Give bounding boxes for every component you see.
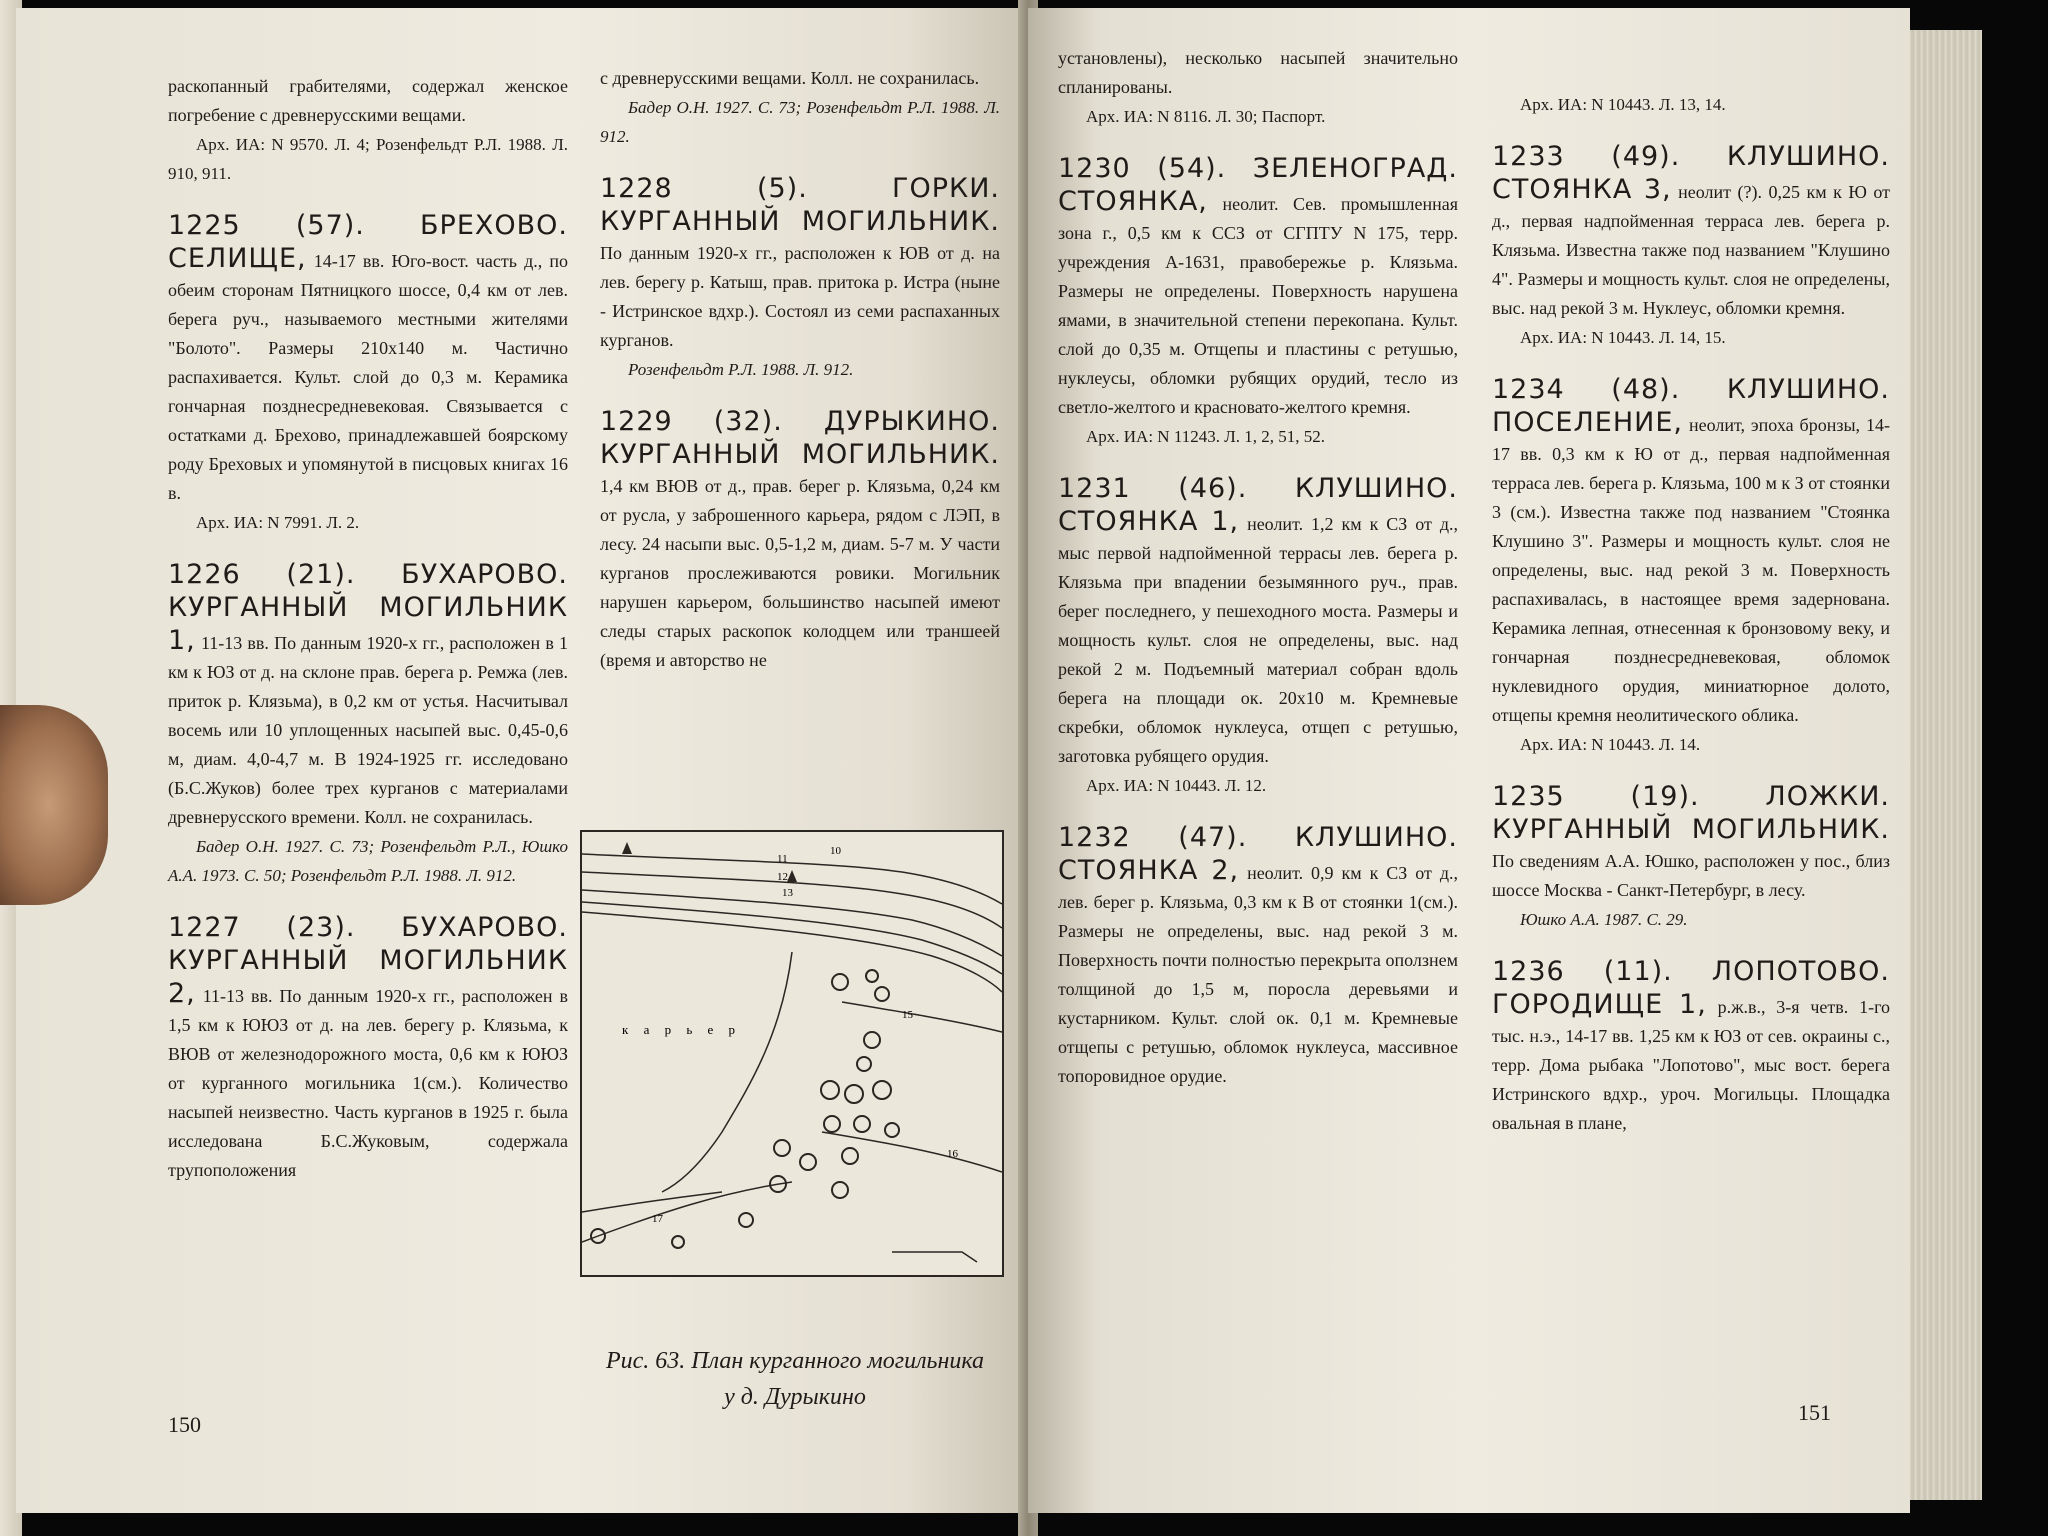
kurgan-mound [842, 1148, 858, 1164]
entry-reference: Юшко А.А. 1987. С. 29. [1520, 910, 1688, 929]
kurgan-mound [864, 1032, 880, 1048]
kurgan-mound [845, 1085, 863, 1103]
entry-reference: Арх. ИА: N 10443. Л. 14, 15. [1520, 328, 1726, 347]
kurgan-mound [854, 1116, 870, 1132]
entry-heading: 1234 (48). КЛУШИНО. ПОСЕЛЕНИЕ, [1492, 374, 1890, 438]
kurgan-mound [832, 1182, 848, 1198]
contour-label: 15 [902, 1009, 913, 1021]
entry-1225 [168, 210, 568, 537]
kurgan-mound [885, 1123, 899, 1137]
contour-label: 17 [652, 1213, 663, 1225]
right-intro: установлены), несколько насыпей значительно спланированы. [1058, 48, 1458, 97]
entry-body: неолит, эпоха бронзы, 14-17 вв. 0,3 км к Ю от д., первая надпойменная терраса лев. берега р. Клязьма, 100 м к З от стоянки 3 (см.). Известна также под названием "Стоянка Клушино 3". Размеры и мощность культ. слоя не определены, выс. над рекой 3 м. Поверхность распахивалась, в настоящее время задернована. Керамика лепная, отнесенная к бронзовому веку, и гончарная позднесредневековая, обломок нуклевидного орудия, миниатюрное долото, отщепы кремня неолитического облика. [1492, 415, 1890, 725]
entry-1232 [1058, 822, 1458, 1091]
kurgan-mound [739, 1213, 753, 1227]
entry-1231 [1058, 473, 1458, 800]
entry-heading: 1226 (21). БУХАРОВО. КУРГАННЫЙ МОГИЛЬНИК 1, [168, 559, 568, 656]
figure-caption [585, 1343, 1005, 1415]
entry-body: 14-17 вв. Юго-вост. часть д., по обеим сторонам Пятницкого шоссе, 0,4 км от лев. берега руч., называемого местными жителями "Болото". Размеры 210х140 м. Частично распахивается. Культ. слой до 0,3 м. Керамика гончарная позднесредневековая. Связывается с остатками д. Брехово, принадлежавшей боярскому роду Бреховых и упомянутой в писцовых книгах 16 в. [168, 251, 568, 503]
left-column-2 [600, 64, 1000, 675]
entry-reference: Бадер О.Н. 1927. С. 73; Розенфельдт Р.Л. 1988. Л. 912. [600, 98, 1000, 146]
entry-1229 [600, 406, 1000, 675]
contour-label: 16 [947, 1148, 958, 1160]
site-plan-drawing [582, 832, 1002, 1275]
entry-reference: Арх. ИА: N 7991. Л. 2. [196, 513, 360, 532]
entry-heading: 1230 (54). ЗЕЛЕНОГРАД. СТОЯНКА, [1058, 153, 1458, 217]
caption-line-1: Рис. 63. План курганного могильника [605, 1348, 984, 1374]
kurgan-mound [873, 1081, 891, 1099]
entry-body: По данным 1920-х гг., расположен к ЮВ от д. на лев. берегу р. Катыш, прав. притока р. Истра (ныне - Истринское вдхр.). Состоял из семи распаханных курганов. [600, 243, 1000, 350]
entry-1235 [1492, 781, 1890, 934]
entry-1230 [1058, 153, 1458, 451]
entry-heading: 1235 (19). ЛОЖКИ. КУРГАННЫЙ МОГИЛЬНИК. [1492, 781, 1890, 845]
entry-heading: 1227 (23). БУХАРОВО. КУРГАННЫЙ МОГИЛЬНИК 2, [168, 912, 568, 1009]
entry-1228 [600, 173, 1000, 384]
kurgan-mound [857, 1057, 871, 1071]
archive-ref: Арх. ИА: N 10443. Л. 13, 14. [1520, 95, 1726, 114]
entry-reference: Бадер О.Н. 1927. С. 73; Розенфельдт Р.Л., Юшко А.А. 1973. С. 50; Розенфельдт Р.Л. 1988. Л. 912. [168, 837, 568, 885]
entry-body: неолит (?). 0,25 км к Ю от д., первая надпойменная терраса лев. берега р. Клязьма. Известна также под названием "Клушино 4". Размеры и мощность культ. слоя не определены, выс. над рекой 3 м. Нуклеус, обломки кремня. [1492, 182, 1890, 318]
entry-reference: Розенфельдт Р.Л. 1988. Л. 912. [628, 360, 854, 379]
kurgan-mound [832, 974, 848, 990]
right-column-2 [1492, 90, 1890, 1138]
caption-line-2: у д. Дурыкино [724, 1384, 866, 1410]
scale-bar [892, 1252, 977, 1262]
entry-body: 11-13 вв. По данным 1920-х гг., расположен в 1,5 км к ЮЮЗ от д. на лев. берегу р. Клязьма, к ВЮВ от железнодорожного моста, 0,6 км к ЮЮЗ от курганного могильника 1(см.). Количество насыпей неизвестно. Часть курганов в 1925 г. была исследована Б.С.Жуковым, содержала трупоположения [168, 986, 569, 1180]
contour-label: 13 [782, 887, 793, 899]
tree-symbol [787, 870, 797, 882]
kurgan-mound [800, 1154, 816, 1170]
contour-label: 12 [777, 871, 788, 883]
quarry-label: к а р ь е р [622, 1022, 742, 1037]
thumb [0, 705, 108, 905]
entry-heading: 1229 (32). ДУРЫКИНО. КУРГАННЫЙ МОГИЛЬНИК. [600, 406, 1000, 470]
entry-1234 [1492, 374, 1890, 759]
page-number-right: 151 [1798, 1400, 1831, 1425]
kurgan-mound [875, 987, 889, 1001]
entry-1233 [1492, 141, 1890, 352]
contour-line [582, 902, 1002, 974]
kurgan-mound [824, 1116, 840, 1132]
left-intro: раскопанный грабителями, содержал женское погребение с древнерусскими вещами. [168, 76, 568, 125]
book-fore-edge [1910, 30, 1982, 1500]
kurgan-mound [866, 970, 878, 982]
entry-1226 [168, 559, 568, 890]
entry-heading: 1232 (47). КЛУШИНО. СТОЯНКА 2, [1058, 822, 1458, 886]
entry-body: 11-13 вв. По данным 1920-х гг., расположен в 1 км к ЮЗ от д. на склоне прав. берега р. Ремжа (лев. приток р. Клязьма), в 0,2 км от устья. Насчитывал восемь или 10 уплощенных насыпей выс. 0,45-0,6 м, диам. 4,0-4,7 м. В 1924-1925 гг. исследовано (Б.С.Жуков) более трех курганов с материалами древнерусского времени. Колл. не сохранилась. [168, 633, 568, 827]
entry-body: неолит. 0,9 км к СЗ от д., лев. берег р. Клязьма, 0,3 км к В от стоянки 1(см.). Размеры не определены, выс. над рекой 3 м. Поверхность почти полностью перекрыта оползнем толщиной до 1,5 м, поросла деревьями и кустарником. Культ. слой ок. 0,1 м. Кремневые отщепы с ретушью, обломок нуклеуса, массивное топоровидное орудие. [1058, 863, 1458, 1086]
left-column-1 [168, 72, 568, 1185]
entry-body: неолит. Сев. промышленная зона г., 0,5 км к ССЗ от СГПТУ N 175, терр. учреждения А-1631, правобережье р. Клязьма. Размеры не определены. Поверхность нарушена ямами, в значительной степени перекопана. Культ. слой до 0,35 м. Отщепы и пластины с ретушью, нуклеусы, обломки рубящих орудий, тесло из светло-желтого и красновато-желтого кремня. [1058, 194, 1458, 417]
contour-line [842, 1002, 1002, 1032]
archive-ref: Арх. ИА: N 8116. Л. 30; Паспорт. [1086, 107, 1326, 126]
entry-heading: 1236 (11). ЛОПОТОВО. ГОРОДИЩЕ 1, [1492, 956, 1890, 1020]
right-column-1 [1058, 44, 1458, 1091]
tree-symbol [622, 842, 632, 854]
entry-heading: 1233 (49). КЛУШИНО. СТОЯНКА 3, [1492, 141, 1890, 205]
kurgan-mound [672, 1236, 684, 1248]
figure-site-plan [580, 830, 1004, 1277]
contour-line [822, 1132, 1002, 1172]
entry-1236 [1492, 956, 1890, 1138]
kurgan-mound [774, 1140, 790, 1156]
kurgan-mound [821, 1081, 839, 1099]
kurgan-mounds [591, 970, 899, 1248]
contour-label: 11 [777, 853, 788, 865]
entry-reference: Арх. ИА: N 11243. Л. 1, 2, 51, 52. [1086, 427, 1325, 446]
entry-body: По сведениям А.А. Юшко, расположен у пос., близ шоссе Москва - Санкт-Петербург, в лесу. [1492, 851, 1890, 900]
left-col2-intro: с древнерусскими вещами. Колл. не сохранилась. [600, 68, 980, 88]
entry-reference: Арх. ИА: N 10443. Л. 14. [1520, 735, 1701, 754]
contour-line [582, 1182, 792, 1242]
quarry-edge [662, 952, 792, 1192]
entry-body: неолит. 1,2 км к СЗ от д., мыс первой надпойменной террасы лев. берега р. Клязьма при впадении безымянного руч., прав. берег последнего, у пешеходного моста. Размеры и мощность культ. слоя не определены, выс. над рекой 2 м. Подъемный материал собран вдоль берега на площади ок. 20х10 м. Кремневые скребки, обломок нуклеуса, отщеп с ретушью, заготовка рубящего орудия. [1058, 514, 1458, 766]
contour-label: 10 [830, 845, 841, 857]
entry-heading: 1231 (46). КЛУШИНО. СТОЯНКА 1, [1058, 473, 1458, 537]
archive-ref: Арх. ИА: N 9570. Л. 4; Розенфельдт Р.Л. 1988. Л. 910, 911. [168, 135, 568, 183]
entry-body: р.ж.в., 3-я четв. 1-го тыс. н.э., 14-17 вв. 1,25 км к ЮЗ от сев. окраины с., терр. Дома рыбака "Лопотово", мыс вост. берега Истринского вдхр., уроч. Могильцы. Площадка овальная в плане, [1492, 997, 1891, 1133]
entry-heading: 1228 (5). ГОРКИ. КУРГАННЫЙ МОГИЛЬНИК. [600, 173, 1000, 237]
entry-reference: Арх. ИА: N 10443. Л. 12. [1086, 776, 1267, 795]
entry-body: 1,4 км ВЮВ от д., прав. берег р. Клязьма, 0,24 км от русла, у заброшенного карьера, рядом с ЛЭП, в лесу. 24 насыпи выс. 0,5-1,2 м, диам. 5-7 м. У части курганов прослеживаются ровики. Могильник нарушен карьером, большинство насыпей имеют следы старых раскопок колодцем или траншеей (время и авторство не [600, 476, 1000, 670]
entry-1227 [168, 912, 568, 1185]
page-number-left: 150 [168, 1412, 201, 1437]
entry-heading: 1225 (57). БРЕХОВО. СЕЛИЩЕ, [168, 210, 568, 274]
